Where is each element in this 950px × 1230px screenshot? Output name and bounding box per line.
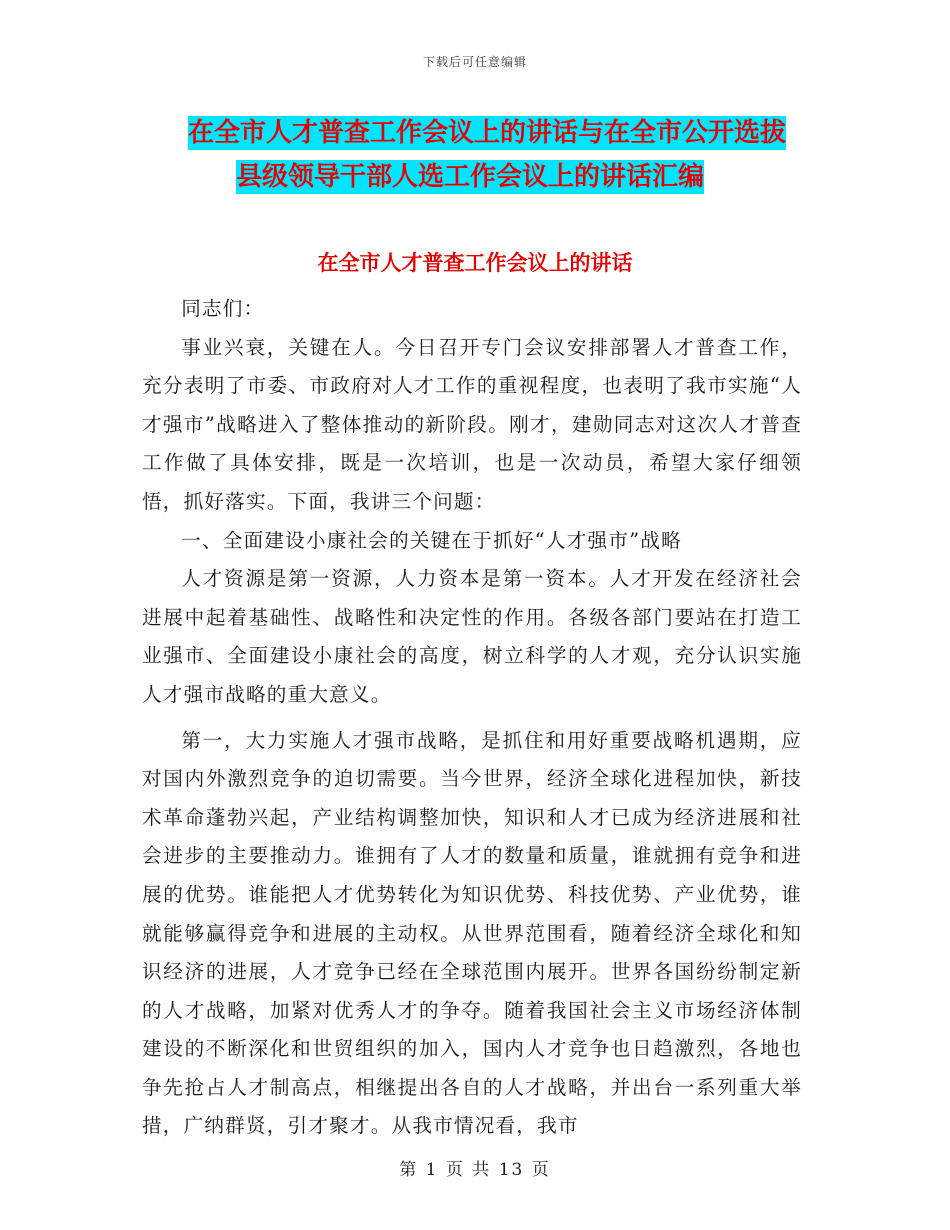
paragraph-intro: 事业兴衰，关键在人。今日召开专门会议安排部署人才普查工作，充分表明了市委、市政府对人才工作的重视程度，也表明了我市实施“人才强市”战略进入了整体推动的新阶段。刚才，建勋同志对这次人才普查工作做了具体安排，既是一次培训，也是一次动员，希望大家仔细领悟，抓好落实。下面，我讲三个问题： (142, 335, 802, 513)
document-body (142, 290, 802, 1146)
title-line-1: 在全市人才普查工作会议上的讲话与在全市公开选拔 (188, 118, 787, 148)
paragraph-resources: 人才资源是第一资源，人力资本是第一资本。人才开发在经济社会进展中起着基础性、战略性和决定性的作用。各级各部门要站在打造工业强市、全面建设小康社会的高度，树立科学的人才观，充分认识实施人才强市战略的重大意义。 (142, 567, 802, 706)
paragraph-first-point: 第一，大力实施人才强市战略，是抓住和用好重要战略机遇期，应对国内外激烈竞争的迫切需要。当今世界，经济全球化进程加快，新技术革命蓬勃兴起，产业结构调整加快，知识和人才已成为经济进展和社会进步的主要推动力。谁拥有了人才的数量和质量，谁就拥有竞争和进展的优势。谁能把人才优势转化为知识优势、科技优势、产业优势，谁就能够赢得竞争和进展的主动权。从世界范围看，随着经济全球化和知识经济的进展，人才竞争已经在全球范围内展开。世界各国纷纷制定新的人才战略，加紧对优秀人才的争夺。随着我国社会主义市场经济体制建设的不断深化和世贸组织的加入，国内人才竞争也日趋激烈，各地也争先抢占人才制高点，相继提出各自的人才战略，并出台一系列重大举措，广纳群贤，引才聚才。从我市情况看，我市 (142, 728, 802, 1138)
header-note: 下载后可任意编辑 (422, 55, 527, 69)
heading-one: 一、全面建设小康社会的关键在于抓好“人才强市”战略 (181, 528, 682, 552)
page-number: 第 1 页 共 13 页 (399, 1160, 551, 1180)
section-title: 在全市人才普查工作会议上的讲话 (317, 251, 633, 275)
title-line-2: 县级领导干部人选工作会议上的讲话汇编 (236, 162, 705, 192)
salutation: 同志们： (181, 297, 265, 320)
